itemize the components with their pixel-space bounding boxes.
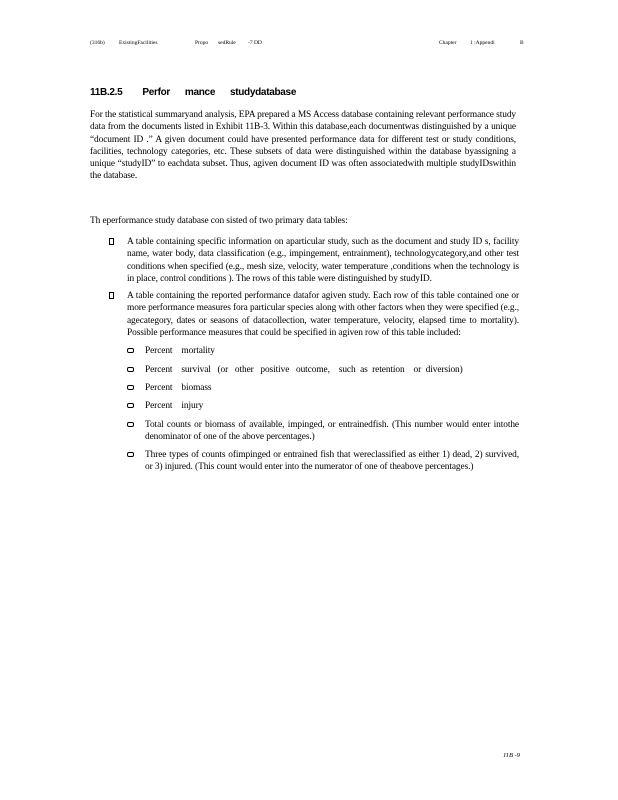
rounded-bullet-icon — [127, 348, 134, 353]
list-item-text: Total counts or biomass of available, impinged, or entrainedfish. (This number would enter intothe denominator of one of the above percentages.) — [145, 419, 519, 442]
rounded-bullet-icon — [127, 403, 134, 408]
rounded-bullet-icon — [127, 367, 134, 372]
header-doc-type-part1: Propo — [195, 40, 209, 46]
data-tables-list — [109, 236, 519, 480]
list-item-text: Percent mortality — [145, 346, 215, 357]
header-chapter-label: Chapter — [439, 40, 457, 46]
paragraph-database-intro: For the statistical summaryand analysis, EPA prepared a MS Access database containing relevant performance study data from the documents listed in Exhibit 11B-3. Within this database,each documentwas distinguished by a unique “document ID .” A given document could have presented performance data for different test or study conditions, facilities, technology categories, etc. These subsets of data were distinguished within the database byassigning a unique “studyID” to eachdata subset. Thus, agiven document ID was often associatedwith multiple studyIDswithin the database. — [90, 110, 516, 182]
header-doc-date: -7 DD — [248, 40, 262, 46]
section-title: Perfor mance studydatabase — [142, 87, 297, 98]
list-item — [127, 345, 519, 357]
paragraph-tables-intro: Th eperformance study database con sisted of two primary data tables: — [90, 216, 348, 226]
list-item — [127, 419, 519, 444]
list-item-text: Percent biomass — [145, 382, 212, 393]
list-item — [127, 364, 519, 376]
header-appendix-label: 1 :Appendi — [470, 40, 495, 46]
rounded-bullet-icon — [127, 452, 134, 457]
list-item-text: A table containing the reported performance datafor agiven study. Each row of this table contained one or more performance measures fora particular species along with other factors when they were specified (e.g., agecategory, dates or seasons of datacollection, water temperature, velocity, elapsed time to mortality). Possible performance measures that could be specified in agiven row of this table included: — [127, 291, 519, 339]
section-heading — [90, 87, 296, 98]
header-appendix-letter: B — [520, 40, 524, 46]
header-doc-code: (316b) — [90, 40, 105, 46]
list-item — [109, 236, 519, 285]
header-doc-type-part2: sedRule — [218, 40, 236, 46]
rounded-bullet-icon — [127, 422, 134, 427]
list-item-text: Percent injury — [145, 401, 204, 412]
header-doc-subject: ExistingFacilities — [119, 40, 158, 46]
list-item — [127, 449, 519, 474]
list-item-text: A table containing specific information on aparticular study, such as the document and study ID s, facility name, water body, data classification (e.g., impingement, entrainment), technologycategory,and other test conditions when specified (e.g., mesh size, velocity, water temperature ,conditions when the technology is in place, control conditions ). The rows of this table were distinguished by studyID. — [127, 237, 519, 284]
page-number: 11B -9 — [503, 752, 521, 759]
list-item — [127, 382, 519, 394]
list-item — [109, 290, 519, 474]
list-item-text: Three types of counts ofimpinged or entrained fish that wereclassified as either 1) dead, 2) survived, or 3) injured. (This count would enter into the numerator of one of theabove percentages.) — [145, 450, 519, 473]
bullet-box-icon — [109, 238, 114, 245]
list-item — [127, 400, 519, 412]
performance-measures-list — [127, 345, 519, 473]
rounded-bullet-icon — [127, 385, 134, 390]
page-header — [90, 40, 530, 50]
bullet-box-icon — [109, 292, 114, 299]
list-item-text: Percent survival (or other positive outcome, such as retention or diversion) — [145, 364, 463, 375]
section-number: 11B.2.5 — [90, 87, 123, 98]
